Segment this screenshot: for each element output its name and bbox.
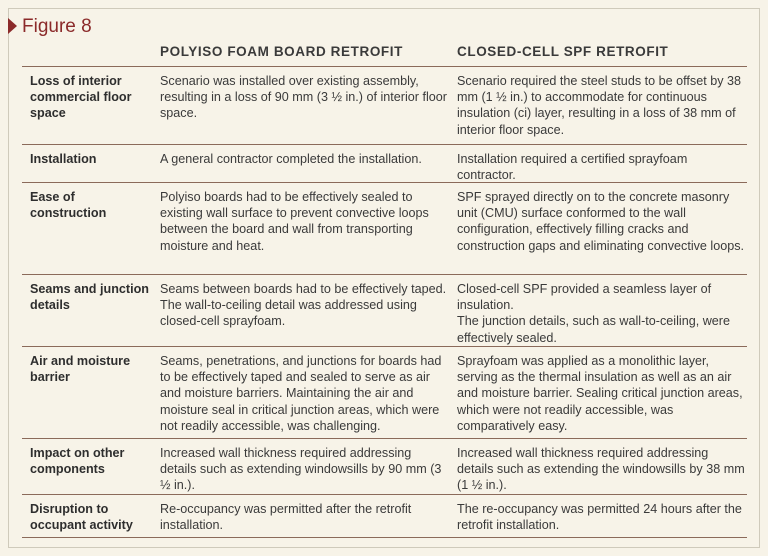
- row-label: Air and moisture barrier: [30, 354, 131, 385]
- cell-text: SPF sprayed directly on to the concrete masonry unit (CMU) surface conformed to the wall configuration, effectively filling cracks and construction gaps and eliminating convective loops.: [457, 190, 745, 253]
- spf-cell: [457, 445, 745, 494]
- row-label: Disruption to occupant activity: [30, 502, 133, 533]
- figure-title: Figure 8: [22, 16, 92, 37]
- figure-marker-icon: [8, 18, 17, 34]
- row-label: Loss of interior commercial floor space: [30, 74, 132, 121]
- polyiso-cell: [160, 151, 448, 167]
- polyiso-cell: [160, 189, 448, 254]
- table-row: [22, 274, 747, 346]
- cell-text: Closed-cell SPF provided a seamless layer of insulation.: [457, 282, 712, 313]
- table-row: [22, 144, 747, 182]
- cell-text: Re-occupancy was permitted after the retrofit installation.: [160, 502, 412, 533]
- spf-cell: [457, 501, 745, 533]
- polyiso-cell: [160, 445, 448, 494]
- polyiso-cell: [160, 281, 448, 330]
- spf-cell: [457, 281, 745, 346]
- cell-text: The wall-to-ceiling detail was addressed using closed-cell sprayfoam.: [160, 298, 417, 329]
- table-row: [22, 66, 747, 144]
- cell-text: Increased wall thickness required addressing details such as extending the windowsills by 38 mm (1 ½ in.).: [457, 446, 745, 493]
- cell-text: The re-occupancy was permitted 24 hours after the retrofit installation.: [457, 502, 742, 533]
- row-label: Seams and junction details: [30, 282, 149, 313]
- cell-text: Polyiso boards had to be effectively sealed to existing wall surface to prevent convective loops between the board and wall from transporting moisture and heat.: [160, 190, 429, 253]
- row-label: Installation: [30, 152, 97, 166]
- spf-cell: [457, 189, 745, 254]
- cell-text: A general contractor completed the installation.: [160, 152, 422, 166]
- row-label: Ease of construction: [30, 190, 107, 221]
- cell-text: Scenario required the steel studs to be offset by 38 mm (1 ½ in.) to accommodate for continuous insulation (ci) layer, resulting in a loss of 38 mm of interior floor space.: [457, 74, 742, 137]
- cell-text: Scenario was installed over existing assembly, resulting in a loss of 90 mm (3 ½ in.) of interior floor space.: [160, 74, 447, 121]
- spf-cell: [457, 151, 745, 183]
- cell-text: The junction details, such as wall-to-ceiling, were effectively sealed.: [457, 314, 730, 345]
- spf-cell: [457, 73, 745, 138]
- polyiso-cell: [160, 353, 448, 434]
- spf-cell: [457, 353, 745, 434]
- column-header-spf: CLOSED-CELL SPF RETROFIT: [457, 44, 669, 59]
- polyiso-cell: [160, 73, 448, 122]
- cell-text: Seams, penetrations, and junctions for boards had to be effectively taped and sealed to serve as air and moisture barriers. Maintaining the air and moisture seal in critical junction areas, which were not readily accessible, was challenging.: [160, 354, 442, 433]
- table-row: [22, 346, 747, 438]
- polyiso-cell: [160, 501, 448, 533]
- table-row: [22, 494, 747, 538]
- column-header-polyiso: POLYISO FOAM BOARD RETROFIT: [160, 44, 403, 59]
- cell-text: Seams between boards had to be effectively taped.: [160, 282, 447, 296]
- table-row: [22, 182, 747, 274]
- table-row: [22, 438, 747, 494]
- cell-text: Increased wall thickness required addressing details such as extending windowsills by 90 mm (3 ½ in.).: [160, 446, 442, 493]
- row-label: Impact on other components: [30, 446, 125, 477]
- cell-text: Sprayfoam was applied as a monolithic layer, serving as the thermal insulation as well as an air and moisture barrier. Sealing critical junction areas, which were not readily accessible, was comparatively easy.: [457, 354, 743, 433]
- cell-text: Installation required a certified sprayfoam contractor.: [457, 152, 688, 183]
